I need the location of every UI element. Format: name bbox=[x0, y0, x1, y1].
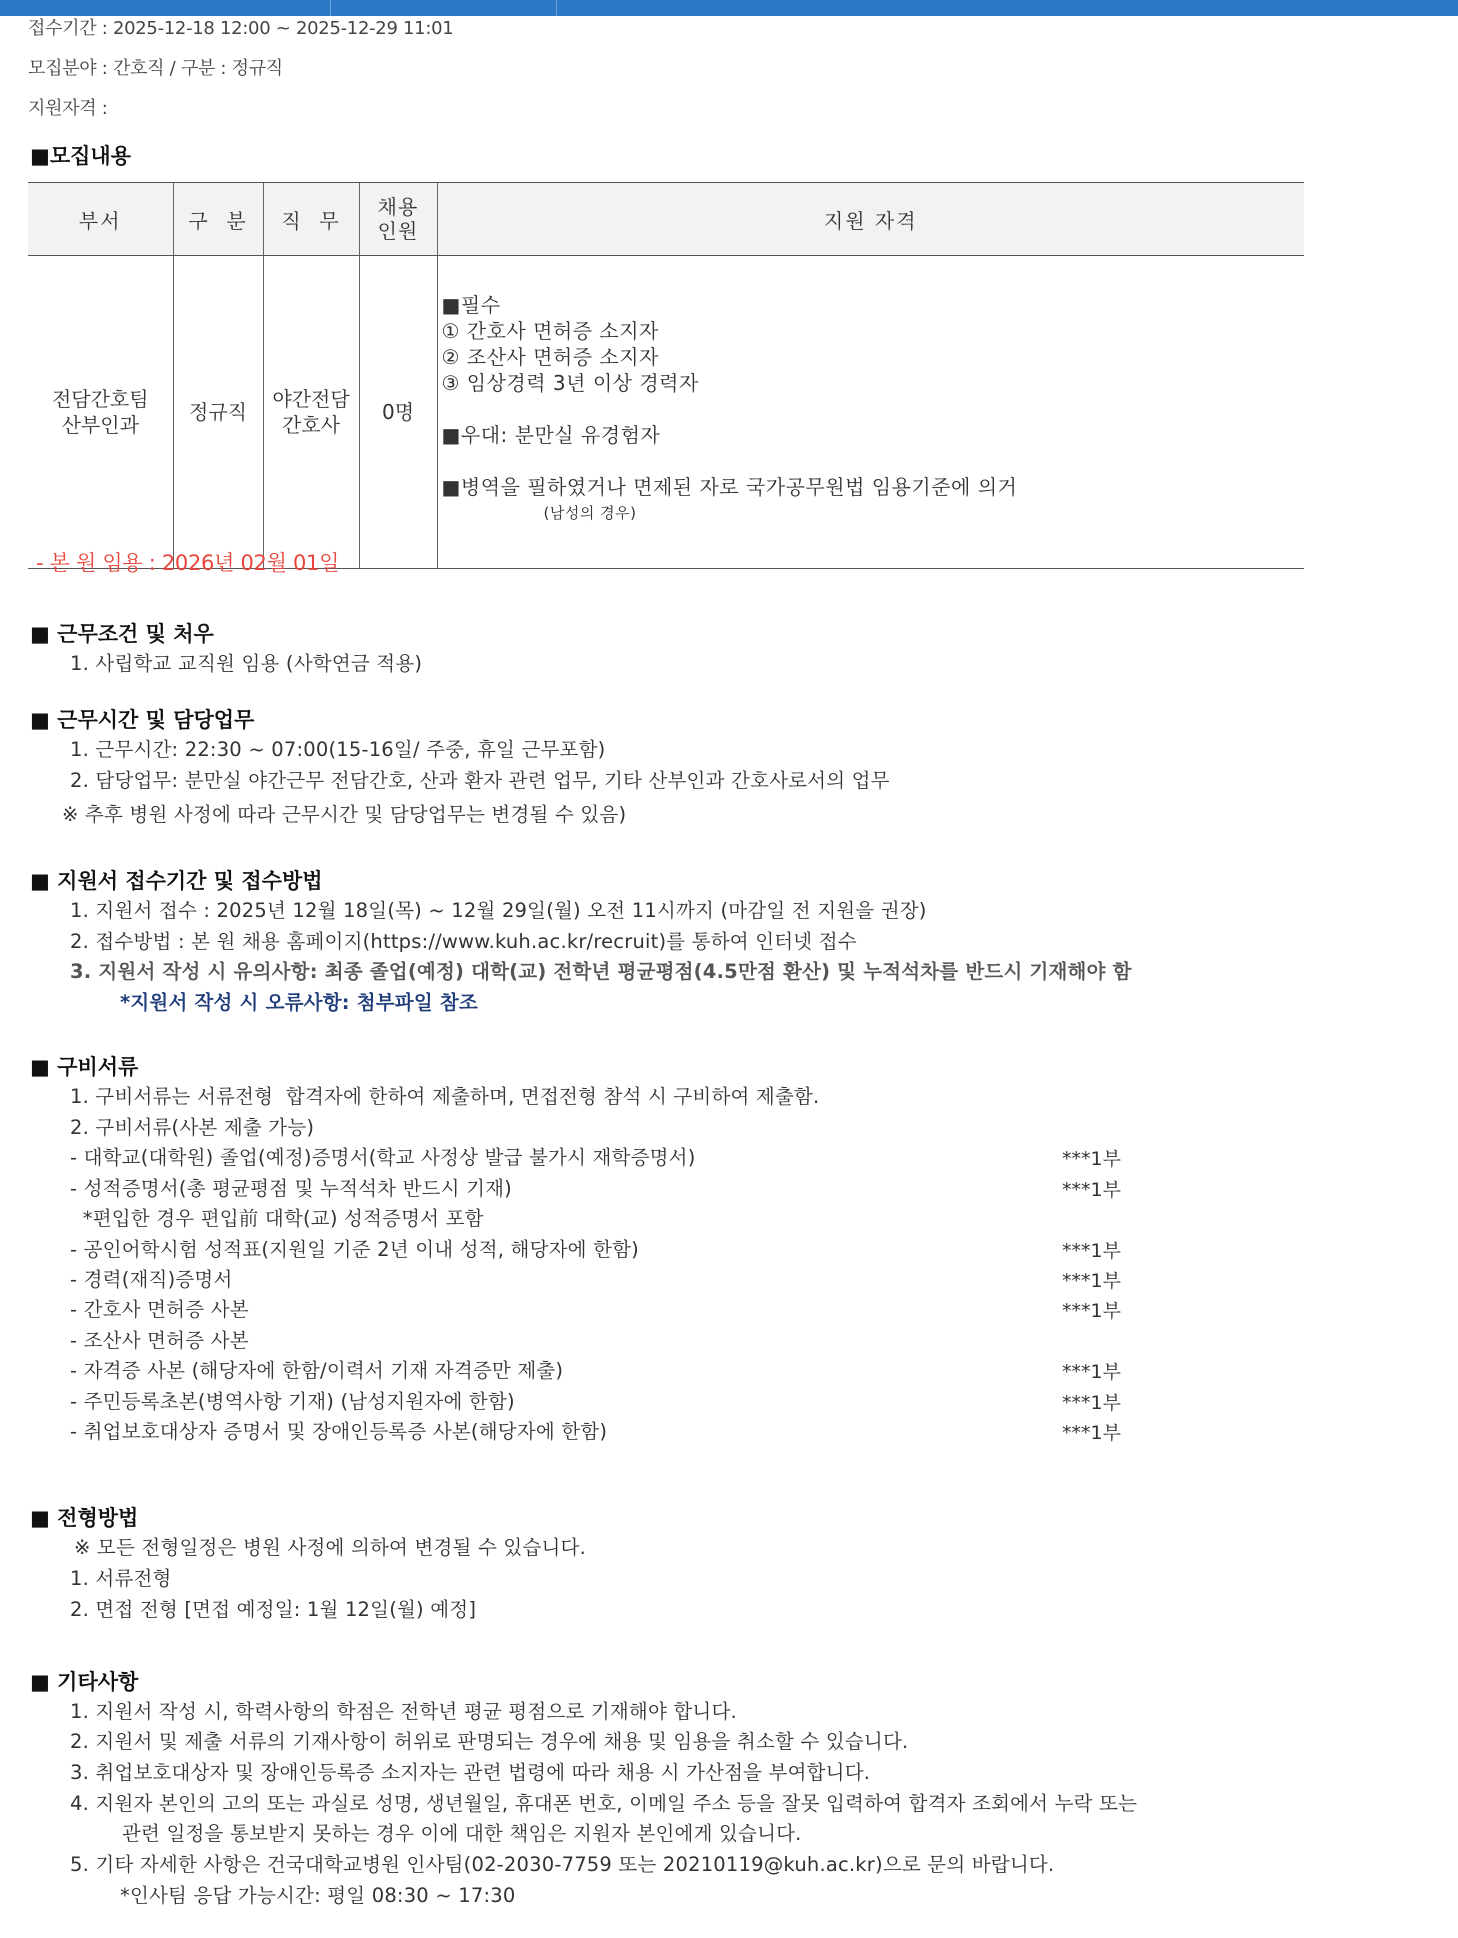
table-row bbox=[28, 256, 1304, 569]
header-count-line1: 채용 bbox=[377, 195, 419, 219]
document-copies: ***1부 bbox=[1062, 1179, 1121, 1201]
document-item: - 성적증명서(총 평균평점 및 누적석차 반드시 기재) bbox=[70, 1177, 512, 1200]
military-note: (남성의 경우) bbox=[543, 504, 637, 522]
preferred-qualification: ■우대: 분만실 유경험자 bbox=[441, 423, 661, 447]
document-copies: ***1부 bbox=[1062, 1270, 1121, 1292]
requirement-3: ③ 임상경력 3년 이상 경력자 bbox=[441, 371, 699, 395]
cell-type: 정규직 bbox=[173, 256, 263, 569]
requirement-2: ② 조산사 면허증 소지자 bbox=[441, 345, 659, 369]
document-copies: ***1부 bbox=[1062, 1240, 1121, 1262]
document-item: - 자격증 사본 (해당자에 한함/이력서 기재 자격증만 제출) bbox=[70, 1359, 564, 1382]
other-line: 1. 지원서 작성 시, 학력사항의 학점은 전학년 평균 평점으로 기재해야 합니다. bbox=[70, 1700, 737, 1723]
selection-title: ■ 전형방법 bbox=[30, 1506, 139, 1530]
selection-note: ※ 모든 전형일정은 병원 사정에 의하여 변경될 수 있습니다. bbox=[74, 1536, 586, 1559]
table-header-row bbox=[28, 183, 1304, 256]
document-copies: ***1부 bbox=[1062, 1300, 1121, 1322]
document-item: - 주민등록초본(병역사항 기재) (남성지원자에 한함) bbox=[70, 1390, 515, 1413]
other-title: ■ 기타사항 bbox=[30, 1670, 139, 1694]
conditions-title: ■ 근무조건 및 처우 bbox=[30, 622, 214, 646]
job-line1: 야간전담 bbox=[272, 387, 350, 411]
application-period: 접수기간 : 2025-12-18 12:00 ~ 2025-12-29 11:01 bbox=[28, 18, 454, 39]
hours-line: 1. 근무시간: 22:30 ~ 07:00(15-16일/ 주중, 휴일 근무포함) bbox=[70, 738, 606, 761]
document-copies: ***1부 bbox=[1062, 1422, 1121, 1444]
application-caution: 3. 지원서 작성 시 유의사항: 최종 졸업(예정) 대학(교) 전학년 평균평점(4.5만점 환산) 및 누적석차를 반드시 기재해야 함 bbox=[70, 960, 1132, 983]
application-line: 2. 접수방법 : 본 원 채용 홈페이지(https://www.kuh.ac.kr/recruit)를 통하여 인터넷 접수 bbox=[70, 930, 857, 953]
header-qualification: 지원 자격 bbox=[437, 183, 1304, 256]
document-item: - 취업보호대상자 증명서 및 장애인등록증 사본(해당자에 한함) bbox=[70, 1420, 608, 1443]
dept-line1: 전담간호팀 bbox=[51, 387, 149, 411]
recruit-section-title: ■모집내용 bbox=[30, 144, 131, 168]
required-title: ■필수 bbox=[441, 293, 501, 317]
recruit-table bbox=[28, 182, 1304, 569]
cell-dept bbox=[28, 256, 173, 569]
document-item: *편입한 경우 편입前 대학(교) 성적증명서 포함 bbox=[70, 1207, 484, 1230]
header-count-line2: 인원 bbox=[377, 219, 419, 243]
other-line: 5. 기타 자세한 사항은 건국대학교병원 인사팀(02-2030-7759 또는 20210119@kuh.ac.kr)으로 문의 바랍니다. bbox=[70, 1853, 1055, 1876]
document-item: - 조산사 면허증 사본 bbox=[70, 1329, 249, 1352]
top-bar-seam bbox=[556, 0, 557, 16]
selection-line: 1. 서류전형 bbox=[70, 1567, 172, 1590]
application-error-note: *지원서 작성 시 오류사항: 첨부파일 참조 bbox=[120, 991, 478, 1014]
application-line: 1. 지원서 접수 : 2025년 12월 18일(목) ~ 12월 29일(월) 오전 11시까지 (마감일 전 지원을 권장) bbox=[70, 899, 927, 922]
other-line: 3. 취업보호대상자 및 장애인등록증 소지자는 관련 법령에 따라 채용 시 가산점을 부여합니다. bbox=[70, 1761, 871, 1784]
job-line2: 간호사 bbox=[282, 413, 340, 437]
document-copies: ***1부 bbox=[1062, 1148, 1121, 1170]
document-copies: ***1부 bbox=[1062, 1361, 1121, 1383]
other-line-continued: 관련 일정을 통보받지 못하는 경우 이에 대한 책임은 지원자 본인에게 있습니다. bbox=[122, 1822, 802, 1845]
hours-line: 2. 담당업무: 분만실 야간근무 전담간호, 산과 환자 관련 업무, 기타 산부인과 간호사로서의 업무 bbox=[70, 769, 890, 792]
header-dept: 부서 bbox=[28, 183, 173, 256]
selection-line: 2. 면접 전형 [면접 예정일: 1월 12일(월) 예정] bbox=[70, 1598, 477, 1621]
cell-job bbox=[263, 256, 359, 569]
cell-count: 0명 bbox=[359, 256, 437, 569]
requirement-1: ① 간호사 면허증 소지자 bbox=[441, 319, 659, 343]
header-job: 직 무 bbox=[263, 183, 359, 256]
other-line: 2. 지원서 및 제출 서류의 기재사항이 허위로 판명되는 경우에 채용 및 임용을 취소할 수 있습니다. bbox=[70, 1730, 909, 1753]
header-count bbox=[359, 183, 437, 256]
documents-title: ■ 구비서류 bbox=[30, 1055, 139, 1079]
hr-response-hours: *인사팀 응답 가능시간: 평일 08:30 ~ 17:30 bbox=[120, 1884, 516, 1907]
military-requirement: ■병역을 필하였거나 면제된 자로 국가공무원법 임용기준에 의거 bbox=[441, 475, 1018, 499]
other-line: 4. 지원자 본인의 고의 또는 과실로 성명, 생년월일, 휴대폰 번호, 이메일 주소 등을 잘못 입력하여 합격자 조회에서 누락 또는 bbox=[70, 1792, 1138, 1815]
hours-note: ※ 추후 병원 사정에 따라 근무시간 및 담당업무는 변경될 수 있음) bbox=[62, 803, 627, 826]
application-title: ■ 지원서 접수기간 및 접수방법 bbox=[30, 869, 323, 893]
documents-intro: 2. 구비서류(사본 제출 가능) bbox=[70, 1116, 315, 1139]
qualification-label: 지원자격 : bbox=[28, 98, 108, 119]
conditions-line: 1. 사립학교 교직원 임용 (사학연금 적용) bbox=[70, 652, 423, 675]
cell-qualification bbox=[437, 256, 1304, 569]
document-item: - 간호사 면허증 사본 bbox=[70, 1298, 249, 1321]
document-copies: ***1부 bbox=[1062, 1392, 1121, 1414]
hours-title: ■ 근무시간 및 담당업무 bbox=[30, 708, 255, 732]
document-item: - 경력(재직)증명서 bbox=[70, 1268, 233, 1291]
dept-line2: 산부인과 bbox=[61, 413, 139, 437]
appointment-date: - 본 원 임용 : 2026년 02월 01일 bbox=[36, 551, 340, 575]
document-item: - 대학교(대학원) 졸업(예정)증명서(학교 사정상 발급 불가시 재학증명서) bbox=[70, 1146, 696, 1169]
header-type: 구 분 bbox=[173, 183, 263, 256]
documents-intro: 1. 구비서류는 서류전형 합격자에 한하여 제출하며, 면접전형 참석 시 구비하여 제출함. bbox=[70, 1085, 820, 1108]
document-item: - 공인어학시험 성적표(지원일 기준 2년 이내 성적, 해당자에 한함) bbox=[70, 1238, 639, 1261]
recruit-field: 모집분야 : 간호직 / 구분 : 정규직 bbox=[28, 58, 283, 79]
